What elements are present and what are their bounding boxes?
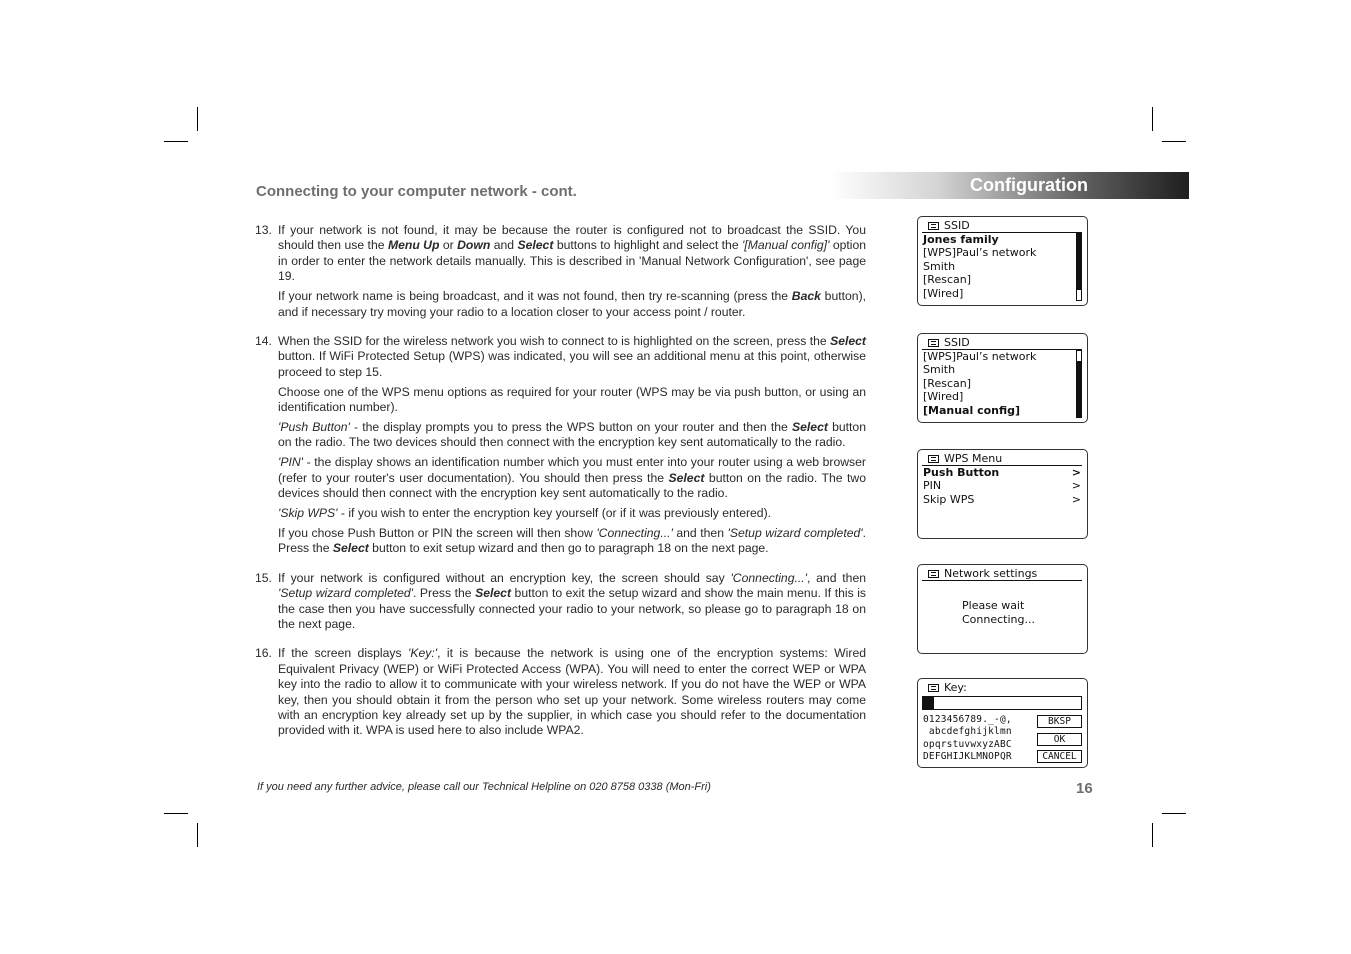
paragraph: If your network is not found, it may be because the router is configured not to broadcast the SSID. You should then use the Menu Up or Down and Select buttons to highlight and select the '[Manual config]' option in order to enter the network details manually. This is described in 'Manual Network Configuration', see page 19.	[278, 223, 867, 284]
status-message: Please wait Connecting...	[962, 599, 1035, 626]
ssid-list	[923, 233, 1073, 300]
step-16: 16. If the screen displays 'Key:', it is because the network is using one of the encryption systems: Wired Equivalent Privacy (WEP) or WiFi Protected Access (WPA). You will need to enter the correct WEP or WPA key into the radio to allow it to communicate with your wireless network. If you do not have the WEP or WPA key, then you should obtain it from the person who set up your network. Some wireless routers may come with an encryption key already set up by the supplier, in which case you should refer to the documentation provided with it. WPA is used here to also include WPA2.	[255, 646, 866, 738]
lcd-title-bar: SSID	[922, 336, 1082, 350]
crop-mark	[1162, 813, 1186, 814]
paragraph: If you chose Push Button or PIN the screen will then show 'Connecting...' and then 'Setup wizard completed'. Press the Select button to exit setup wizard and then go to paragraph 18 on the next page.	[278, 525, 866, 556]
list-item: [Wired]	[923, 286, 964, 300]
menu-icon	[928, 455, 939, 463]
paragraph: If the screen displays 'Key:', it is because the network is using one of the encryption systems: Wired Equivalent Privacy (WEP) or WiFi Protected Access (WPA). You will need to enter the correct WEP or WPA key into the radio to allow it to communicate with your wireless network. If you do not have the WEP or WPA key, then you should obtain it from the person who set up your network. Some wireless routers may come with an encryption key already set up by the supplier, in which case you should refer to the documentation provided with it. WPA is used here to also include WPA2.	[278, 646, 866, 738]
crop-mark	[1152, 107, 1153, 131]
lcd-title-bar: Key:	[922, 681, 1082, 694]
backspace-button: BKSP	[1037, 715, 1082, 728]
crop-mark	[164, 813, 188, 814]
page-number: 16	[1076, 780, 1093, 797]
character-grid: 0123456789._-@, abcdefghijklmn opqrstuvwxyzABC DEFGHIJKLMNOPQR	[923, 714, 1012, 763]
section-title: Connecting to your computer network - cont.	[256, 183, 577, 200]
crop-mark	[197, 107, 198, 131]
menu-icon	[928, 684, 939, 692]
lcd-title-bar: Network settings	[922, 567, 1082, 581]
crop-mark	[197, 823, 198, 847]
list-item: Smith	[923, 259, 956, 273]
wps-list	[923, 466, 1081, 506]
paragraph: 'Push Button' - the display prompts you to press the WPS button on your router and then the Select button on the radio. The two devices should then connect with the encryption key sent automatically to the radio.	[278, 419, 866, 450]
chapter-header	[830, 172, 1189, 199]
cursor	[923, 697, 934, 709]
menu-icon	[928, 222, 939, 230]
list-item: Push Button >	[923, 466, 1081, 479]
scrollbar	[1076, 233, 1082, 301]
paragraph: Choose one of the WPS menu options as required for your router (WPS may be via push button, or using an identification number).	[278, 384, 866, 415]
list-item: Jones family	[923, 233, 999, 246]
lcd-network-settings	[917, 564, 1088, 654]
scroll-thumb	[1077, 234, 1081, 290]
paragraph: 'Skip WPS' - if you wish to enter the encryption key yourself (or if it was previously entered).	[278, 506, 772, 520]
instructions	[255, 223, 866, 739]
list-item: Smith	[923, 363, 956, 377]
ssid-list	[923, 350, 1073, 417]
crop-mark	[1152, 823, 1153, 847]
lcd-ssid-list-2	[917, 333, 1088, 423]
lcd-key-entry	[917, 678, 1088, 768]
step-13: 13. If your network is not found, it may be because the router is configured not to broadcast the SSID. You should then use the Menu Up or Down and Select buttons to highlight and select the '[Manual config]' option in order to enter the network details manually. This is described in 'Manual Network Configuration', see page 19. If your network name is being broadcast, and it was not found, then try re-scanning (press the Back button), and if necessary try moving your radio to a location closer to your access point / router.	[255, 223, 867, 319]
list-item: PIN >	[923, 479, 1081, 493]
list-item: [Rescan]	[923, 273, 971, 287]
scrollbar	[1076, 350, 1082, 418]
paragraph: 'PIN' - the display shows an identification number which you must enter into your router using a web browser (refer to your router's user documentation). You should then press the Select button on the radio. The two devices should then connect with the encryption key sent automatically to the radio.	[278, 455, 866, 501]
scroll-thumb	[1077, 361, 1081, 417]
list-item: [Manual config]	[923, 403, 1021, 417]
menu-icon	[928, 339, 939, 347]
lcd-title-bar: SSID	[922, 219, 1082, 233]
list-item: [Rescan]	[923, 376, 971, 390]
lcd-title-bar: WPS Menu	[922, 452, 1082, 466]
paragraph: If your network name is being broadcast, and it was not found, then try re-scanning (press the Back button), and if necessary try moving your radio to a location closer to your access point / router.	[278, 289, 867, 319]
helpline-note: If you need any further advice, please call our Technical Helpline on 020 8758 0338 (Mon-Fri)	[257, 781, 711, 793]
key-input	[922, 696, 1082, 710]
list-item: [WPS]Paul’s network	[923, 246, 1037, 260]
crop-mark	[1162, 141, 1186, 142]
chapter-title: Configuration	[970, 175, 1088, 195]
paragraph: When the SSID for the wireless network you wish to connect to is highlighted on the screen, press the Select button. If WiFi Protected Setup (WPS) was indicated, you will see an additional menu at this point, otherwise proceed to step 15.	[278, 333, 866, 379]
chevron-right-icon: >	[1071, 492, 1081, 506]
step-14: 14. When the SSID for the wireless network you wish to connect to is highlighted on the screen, press the Select button. If WiFi Protected Setup (WPS) was indicated, you will see an additional menu at this point, otherwise proceed to step 15. Choose one of the WPS menu options as required for your router (WPS may be via push button, or using an identification number). 'Push Button' - the display prompts you to press the WPS button on your router and then the Select button on the radio. The two devices should then connect with the encryption key sent automatically to the radio. 'PIN' - the display shows an identification number which you must enter into your router using a web browser (refer to your router's user documentation). You should then press the Select button on the radio. The two devices should then connect with the encryption key sent automatically to the radio. 'Skip WPS' - if you wish to enter the encryption key yourself (or if it was previously entered). If you chose Push Button or PIN the screen will then show 'Connecting...' and then 'Setup wizard completed'. Press the Select button to exit setup wizard and then go to paragraph 18 on the next page.	[255, 333, 866, 556]
menu-icon	[928, 570, 939, 578]
chevron-right-icon: >	[1071, 466, 1081, 479]
list-item: Skip WPS >	[923, 492, 1081, 506]
crop-mark	[164, 141, 188, 142]
list-item: [Wired]	[923, 390, 964, 404]
ok-button: OK	[1037, 733, 1082, 746]
step-15: 15. If your network is configured without an encryption key, the screen should say 'Connecting...', and then 'Setup wizard completed'. Press the Select button to exit the setup wizard and show the main menu. If this is the case then you have successfully connected your radio to your network, so please go to paragraph 18 on the next page.	[255, 570, 867, 631]
lcd-ssid-list-1	[917, 216, 1088, 306]
lcd-wps-menu	[917, 449, 1088, 539]
cancel-button: CANCEL	[1037, 750, 1082, 763]
paragraph: If your network is configured without an encryption key, the screen should say 'Connecting...', and then 'Setup wizard completed'. Press the Select button to exit the setup wizard and show the main menu. If this is the case then you have successfully connected your radio to your network, so please go to paragraph 18 on the next page.	[278, 570, 867, 631]
list-item: [WPS]Paul’s network	[923, 350, 1037, 363]
chevron-right-icon: >	[1071, 479, 1081, 493]
